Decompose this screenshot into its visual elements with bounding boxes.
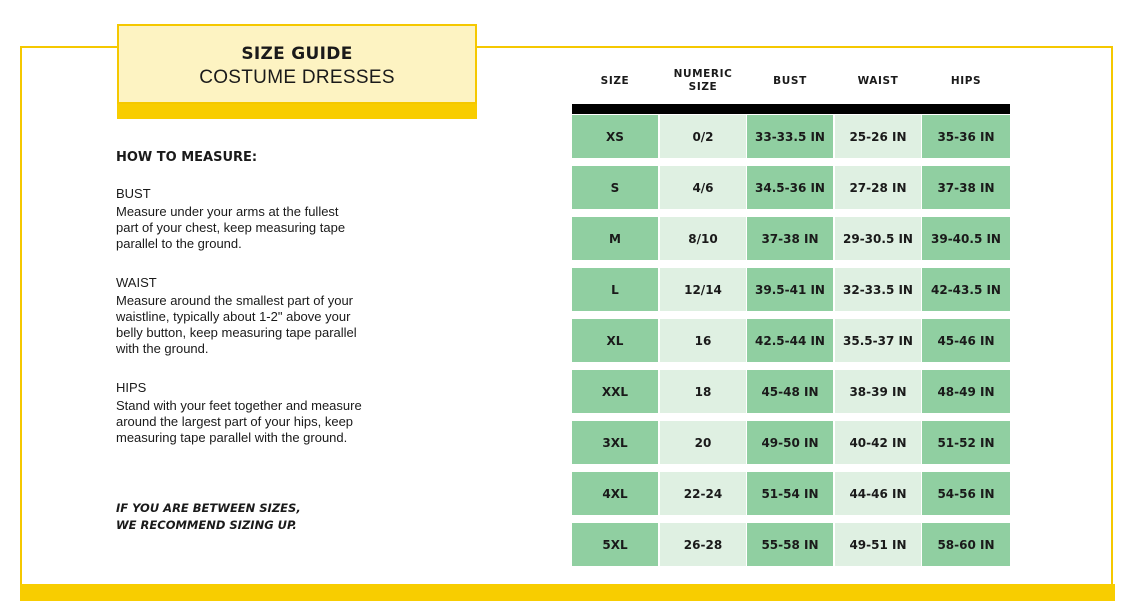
header-divider-bar [572,104,1010,114]
cell-size: L [572,268,658,311]
hips-line: Stand with your feet together and measure [116,398,362,413]
cell-numeric-size: 22-24 [660,472,746,515]
cell-numeric-size: 20 [660,421,746,464]
bust-heading: BUST [116,186,151,201]
cell-numeric-size: 16 [660,319,746,362]
cell-hips: 35-36 IN [922,115,1010,158]
column-header-hips: HIPS [950,74,982,87]
hips-line: measuring tape parallel with the ground. [116,430,348,445]
cell-hips: 42-43.5 IN [922,268,1010,311]
page-title: SIZE GUIDE [241,44,353,64]
cell-size: XXL [572,370,658,413]
bottom-accent-bar [20,584,1115,601]
cell-hips: 39-40.5 IN [922,217,1010,260]
waist-line: belly button, keep measuring tape parallel [116,325,357,340]
cell-waist: 25-26 IN [835,115,921,158]
column-header-bust: BUST [773,74,807,87]
cell-bust: 42.5-44 IN [747,319,833,362]
title-accent-strip [117,104,477,119]
cell-waist: 40-42 IN [835,421,921,464]
waist-line: with the ground. [116,341,209,356]
cell-bust: 55-58 IN [747,523,833,566]
cell-hips: 48-49 IN [922,370,1010,413]
title-panel [117,24,477,104]
hips-heading: HIPS [116,380,147,395]
page-subtitle: COSTUME DRESSES [199,67,395,88]
cell-size: 4XL [572,472,658,515]
waist-line: Measure around the smallest part of your [116,293,354,308]
cell-size: XS [572,115,658,158]
column-header-numeric-size: NUMERIC SIZE [673,68,733,93]
cell-bust: 45-48 IN [747,370,833,413]
cell-waist: 35.5-37 IN [835,319,921,362]
cell-waist: 49-51 IN [835,523,921,566]
how-to-heading: HOW TO MEASURE: [116,150,258,165]
cell-waist: 44-46 IN [835,472,921,515]
column-header-waist: WAIST [857,74,899,87]
cell-numeric-size: 18 [660,370,746,413]
cell-numeric-size: 26-28 [660,523,746,566]
sizing-tip-line: WE RECOMMEND SIZING UP. [116,518,297,532]
cell-size: XL [572,319,658,362]
cell-bust: 37-38 IN [747,217,833,260]
cell-bust: 51-54 IN [747,472,833,515]
cell-hips: 51-52 IN [922,421,1010,464]
bust-line: parallel to the ground. [116,236,242,251]
cell-size: M [572,217,658,260]
column-header-size: SIZE [600,74,630,87]
waist-line: waistline, typically about 1-2" above your [116,309,351,324]
cell-numeric-size: 12/14 [660,268,746,311]
cell-hips: 37-38 IN [922,166,1010,209]
cell-numeric-size: 8/10 [660,217,746,260]
cell-bust: 33-33.5 IN [747,115,833,158]
cell-waist: 38-39 IN [835,370,921,413]
sizing-tip-line: IF YOU ARE BETWEEN SIZES, [116,501,301,515]
cell-bust: 34.5-36 IN [747,166,833,209]
cell-hips: 54-56 IN [922,472,1010,515]
cell-bust: 49-50 IN [747,421,833,464]
hips-line: around the largest part of your hips, keep [116,414,354,429]
cell-hips: 58-60 IN [922,523,1010,566]
measure-instructions [116,150,416,446]
cell-waist: 29-30.5 IN [835,217,921,260]
cell-size: 3XL [572,421,658,464]
cell-waist: 32-33.5 IN [835,268,921,311]
cell-size: S [572,166,658,209]
bust-line: Measure under your arms at the fullest [116,204,339,219]
cell-numeric-size: 4/6 [660,166,746,209]
sizing-tip [116,500,301,534]
cell-waist: 27-28 IN [835,166,921,209]
cell-hips: 45-46 IN [922,319,1010,362]
cell-bust: 39.5-41 IN [747,268,833,311]
cell-size: 5XL [572,523,658,566]
waist-heading: WAIST [116,275,157,290]
bust-line: part of your chest, keep measuring tape [116,220,346,235]
cell-numeric-size: 0/2 [660,115,746,158]
title-card [117,24,477,119]
